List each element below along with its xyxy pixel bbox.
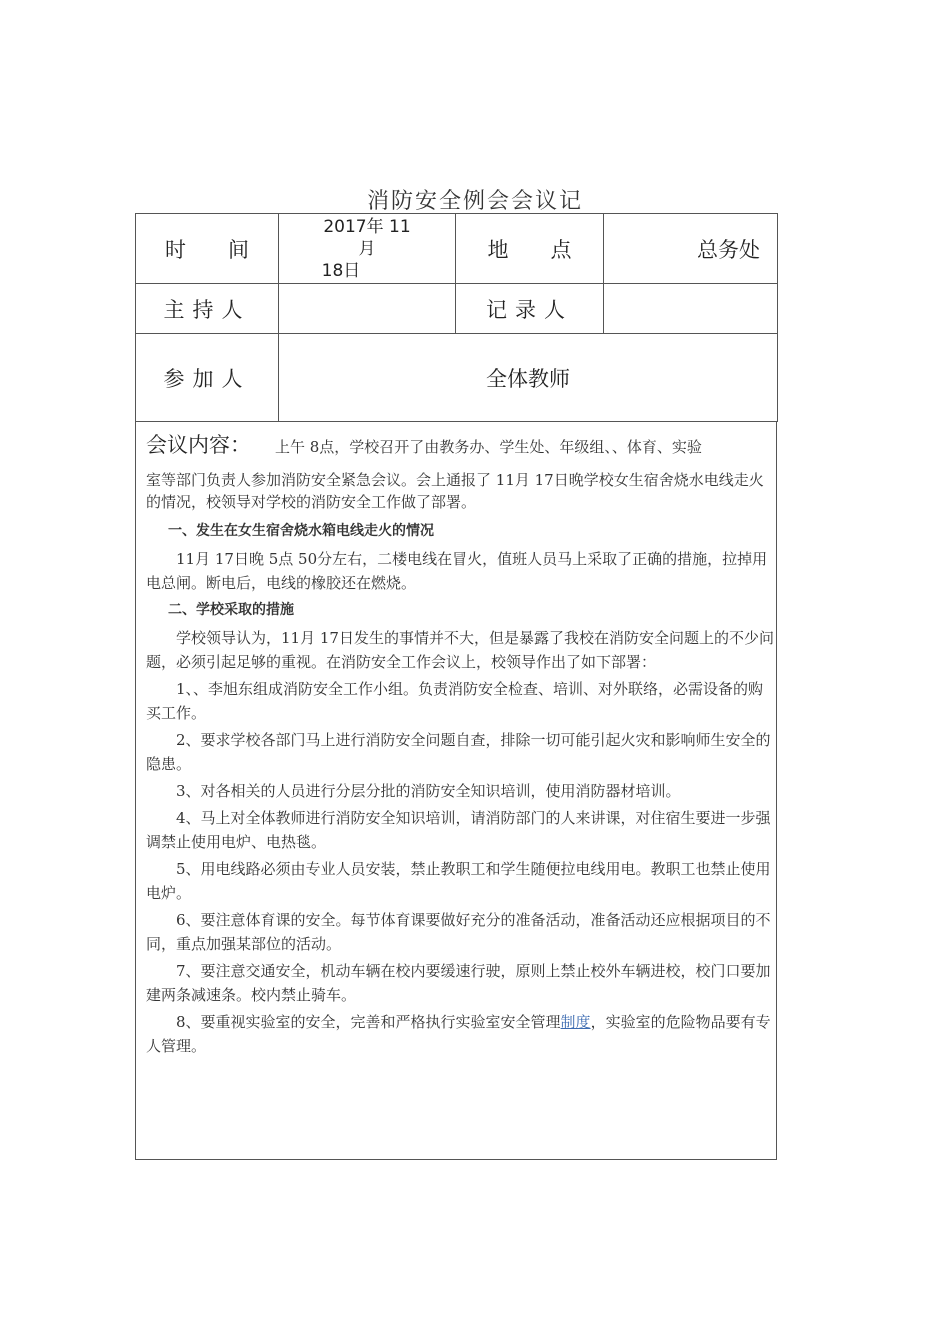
heading-1: 一、发生在女生宿舍烧水箱电线走火的情况 <box>168 523 434 539</box>
item-3: 3、对各相关的人员进行分层分批的消防安全知识培训，使用消防器材培训。 <box>176 782 681 800</box>
item-7: 7、要注意交通安全，机动车辆在校内要缓速行驶，原则上禁止校外车辆进校，校门口要加建两条减速条。校内禁止骑车。 <box>146 962 771 1004</box>
participants-label: 参加人 <box>136 334 279 422</box>
time-place-row <box>136 214 778 284</box>
paragraph-2: 学校领导认为，11月 17日发生的事情并不大，但是暴露了我校在消防安全问题上的不少问题，必须引起足够的重视。在消防安全工作会议上，校领导作出了如下部署： <box>146 629 774 671</box>
place-cell <box>604 214 778 284</box>
content-intro-line <box>146 433 776 459</box>
item-6: 6、要注意体育课的安全。每节体育课要做好充分的准备活动，准备活动还应根据项目的不同，重点加强某部位的活动。 <box>146 911 771 953</box>
title-area <box>300 180 650 213</box>
paragraph-1: 11月 17日晚 5点 50分左右，二楼电线在冒火，值班人员马上采取了正确的措施，拉掉用电总闸。断电后，电线的橡胶还在燃烧。 <box>146 550 768 592</box>
intro-part-2: 室等部门负责人参加消防安全紧急会议。会上通报了 11月 17日晚学校女生宿舍烧水电线走火的情况，校领导对学校的消防安全工作做了部署。 <box>146 471 764 511</box>
recorder-value <box>604 284 778 334</box>
item-8-before: 8、要重视实验室的安全，完善和严格执行实验室安全管理 <box>176 1013 561 1031</box>
item-2: 2、要求学校各部门马上进行消防安全问题自查，排除一切可能引起火灾和影响师生安全的隐患。 <box>146 731 771 773</box>
meeting-info-table <box>135 213 778 422</box>
host-value <box>279 284 456 334</box>
item-8 <box>146 1010 776 1058</box>
host-recorder-row <box>136 284 778 334</box>
date-value <box>279 214 456 284</box>
meeting-content <box>146 433 776 1061</box>
place-value: 总务处 <box>697 237 760 262</box>
item-5: 5、用电线路必须由专业人员安装，禁止教职工和学生随便拉电线用电。教职工也禁止使用电炉。 <box>146 860 771 902</box>
place-label: 地 点 <box>456 214 604 284</box>
host-label: 主持人 <box>136 284 279 334</box>
item-8-after: ，实验室的危险物品要有专人管理。 <box>146 1013 771 1055</box>
time-label: 时 间 <box>136 214 279 284</box>
participants-row <box>136 334 778 422</box>
content-label: 会议内容： <box>146 433 251 457</box>
document-title: 消防安全例会会议记 <box>366 189 583 213</box>
recorder-label: 记录人 <box>456 284 604 334</box>
item-4: 4、马上对全体教师进行消防安全知识培训，请消防部门的人来讲课，对住宿生要进一步强调禁止使用电炉、电热毯。 <box>146 809 771 851</box>
intro-part-1: 上午 8点，学校召开了由教务办、学生处、年级组、、体育、实验 <box>275 438 702 456</box>
date-line-3: 18日 <box>321 260 361 281</box>
meeting-content-box <box>135 421 777 1160</box>
participants-value: 全体教师 <box>279 334 778 422</box>
heading-2: 二、学校采取的措施 <box>168 602 294 618</box>
regulation-link[interactable]: 制度 <box>560 1013 591 1031</box>
item-1: 1、、李旭东组成消防安全工作小组。负责消防安全检查、培训、对外联络，必需设备的购买工作。 <box>146 680 764 722</box>
date-line-1: 2017年 11 <box>323 216 411 237</box>
date-line-2: 月 <box>358 238 376 259</box>
